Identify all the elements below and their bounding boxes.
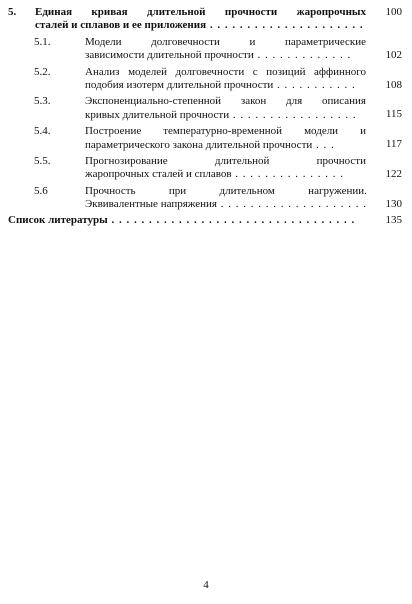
section-title-text: параметрического закона длительной прочности [85,138,313,151]
section-page-number: 115 [385,108,402,121]
section-title-text: зависимости длительной прочности [85,49,254,62]
section-title-text: Эквивалентные напряжения [85,198,217,211]
leader-dots: . . . . . . . . . . . . . . . [231,168,345,181]
section-title-text: кривых длительной прочности [85,108,230,121]
section-title-line2 [85,79,366,92]
section-title-line2 [85,139,366,152]
leader-dots: . . . . . . . . . . . . . . . . . . . . . . . . . . . . . . . . . [107,214,356,227]
section-number: 5.5. [34,154,51,167]
section-page-number: 102 [385,48,402,61]
section-title-line1: Модели долговечности и параметрические [85,35,366,48]
section-page-number: 108 [385,78,402,91]
section-title-line1: Прочность при длительном нагружении. [85,184,367,197]
leader-dots: . . . . . . . . . . . . . [253,49,352,62]
table-of-contents [8,6,404,228]
page-number: 4 [203,579,209,591]
section-number: 5.3. [34,95,51,108]
bibliography-page-number: 135 [385,214,402,227]
toc-bibliography [8,214,404,227]
section-title-line1: Построение температурно-временной модели и [85,125,366,138]
chapter-number: 5. [8,6,17,18]
toc-section-entry [8,155,404,182]
chapter-title-line1: Единая кривая длительной прочности жаропрочных [35,6,366,18]
section-title-text: жаропрочных сталей и сплавов [85,168,232,181]
leader-dots: . . . . . . . . . . . [273,78,356,91]
leader-dots: . . . . . . . . . . . . . . . . . . . . [216,198,367,211]
section-page-number: 130 [385,197,402,210]
toc-section-entry [8,66,404,93]
section-page-number: 117 [385,138,402,151]
leader-dots: . . . . . . . . . . . . . . . . . [229,108,357,121]
toc-section-entry [8,95,404,122]
chapter-title-line2 [35,19,366,32]
section-title-line2 [85,198,367,211]
chapter-title-text: сталей и сплавов и ее приложения [35,19,207,32]
section-title-line2 [85,168,366,181]
section-number: 5.4. [34,125,51,138]
section-title-line1: Анализ моделей долговечности с позиций аффинного [85,65,366,78]
section-page-number: 122 [385,167,402,180]
toc-section-entry [8,125,404,152]
leader-dots: . . . . . . . . . . . . . . . . . . . . . [206,19,364,32]
section-title-text: подобия изотерм длительной прочности [85,78,274,91]
section-number: 5.2. [34,65,51,78]
section-number: 5.1. [34,35,51,48]
section-title-line2 [85,49,366,62]
toc-chapter-5 [8,6,404,33]
toc-section-entry [8,185,404,212]
section-title-line1: Экспоненциально-степенной закон для описания [85,95,366,108]
section-title-line2 [85,109,366,122]
chapter-page-number: 100 [385,6,402,18]
bibliography-line [8,214,366,227]
toc-section-entry [8,36,404,63]
leader-dots: . . . [312,138,335,151]
bibliography-title: Список литературы [8,214,108,227]
section-number: 5.6 [34,184,48,197]
section-title-line1: Прогнозирование длительной прочности [85,154,366,167]
